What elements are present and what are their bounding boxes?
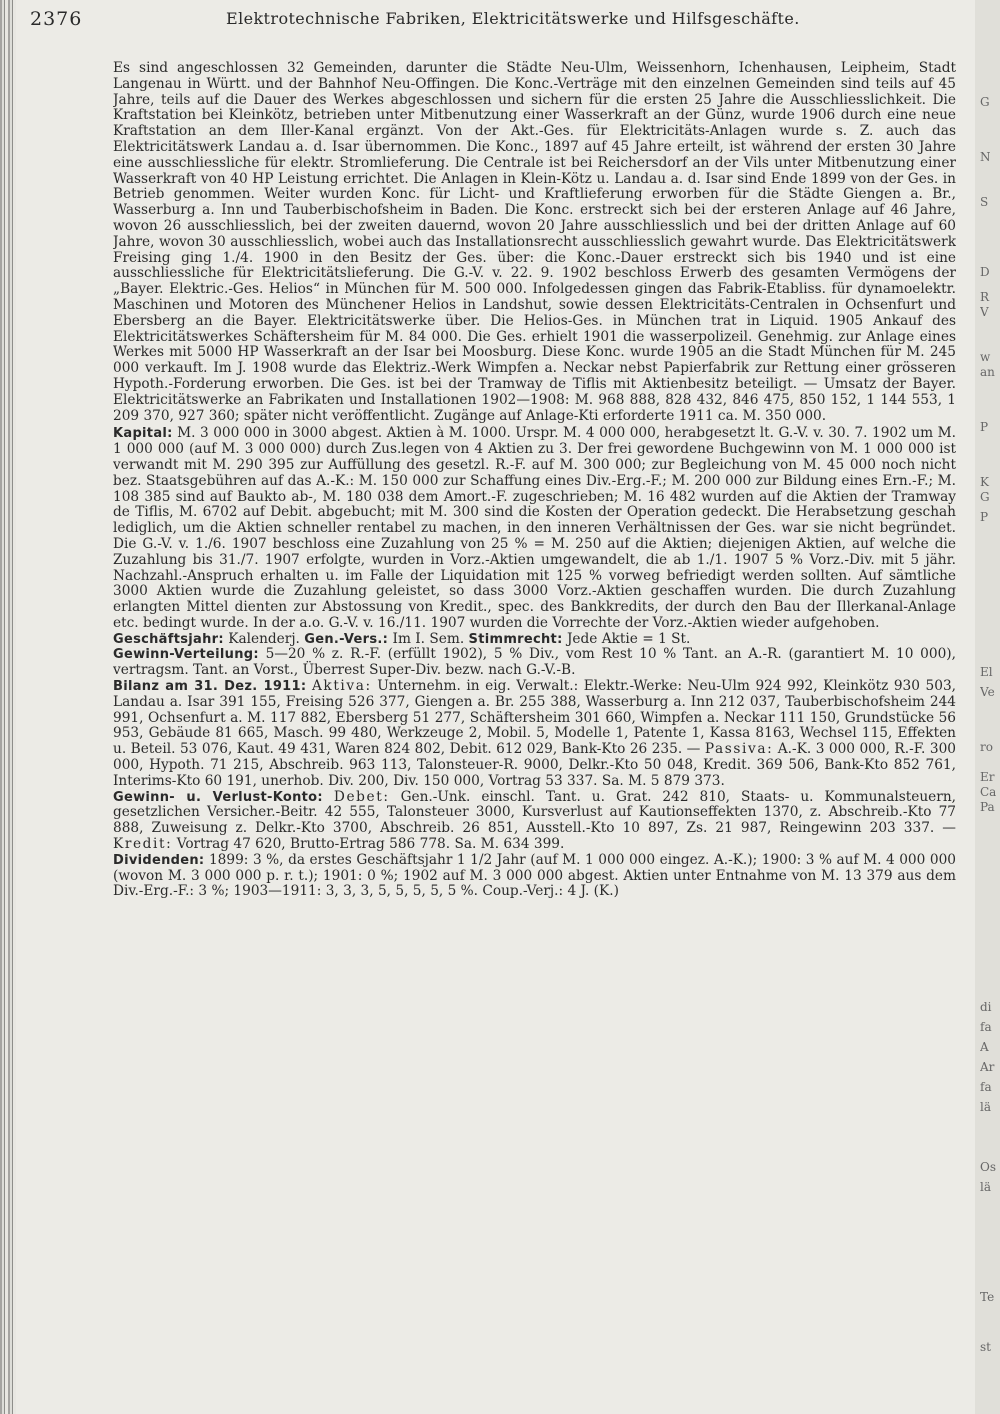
edge-fragment: Ar: [980, 1060, 995, 1074]
edge-fragment: w: [980, 350, 991, 364]
bilanz-section: [113, 679, 956, 790]
gen-vers-label: Gen.-Vers.:: [304, 631, 389, 647]
edge-fragment: D: [980, 265, 990, 279]
gewinn-verlust-label: Gewinn- u. Verlust-Konto:: [113, 789, 323, 805]
kapital-text: M. 3 000 000 in 3000 abgest. Aktien à M. 1000. Urspr. M. 4 000 000, herabgesetzt lt. G.-V. v. 30. 7. 1902 um M. 1 000 000 (auf M. 3 000 000) durch Zus.legen von 4 Aktien zu 3. Der frei gewordene Buchgewinn von M. 1 000 000 ist verwandt mit M. 290 395 zur Auffüllung des gesetzl. R.-F. auf M. 300 000; zur Begleichung von M. 45 000 noch nicht bez. Staatsgebühren auf das A.-K.: M. 150 000 zur Schaffung eines Div.-Erg.-F.; M. 200 000 zur Bildung eines Ern.-F.; M. 108 385 sind auf Baukto ab-, M. 180 038 dem Amort.-F. zugeschrieben; M. 16 482 wurden auf die Aktien der Tramway de Tiflis, M. 6702 auf Debit. abgebucht; mit M. 300 sind die Kosten der Operation gedeckt. Die Herabsetzung geschah lediglich, um die Aktien schneller rentabel zu machen, in den inneren Verhältnissen der Ges. war sie nicht begründet. Die G.-V. v. 1./6. 1907 beschloss eine Zuzahlung von 25 % = M. 250 auf die Aktien; diejenigen Aktien, auf welche die Zuzahlung bis 31./7. 1907 erfolgte, wurden in Vorz.-Aktien umgewandelt, die ab 1./1. 1907 5 % Vorz.-Div. mit 5 jähr. Nachzahl.-Anspruch erhalten u. im Falle der Liquidation mit 125 % vorweg befriedigt werden sollten. Auf sämtliche 3000 Aktien wurde die Zuzahlung geleistet, so dass 3000 Vorz.-Aktien geschaffen wurden. Die durch Zuzahlung erlangten Mittel dienten zur Abstossung von Kredit., spec. des Bankkredits, der durch den Bau der Illerkanal-Anlage etc. bedingt wurde. In der a.o. G.-V. v. 16./11. 1907 wurden die Vorrechte der Vorz.-Aktien wieder aufgehoben.: [113, 425, 956, 631]
stimmrecht-text: Jede Aktie = 1 St.: [566, 630, 691, 647]
passiva-label: Passiva:: [704, 741, 774, 758]
gewinnverteilung-label: Gewinn-Verteilung:: [113, 647, 259, 663]
adjacent-page-edge: [975, 0, 1000, 1414]
kredit-label: Kredit:: [113, 836, 173, 853]
edge-fragment: S: [980, 195, 989, 209]
running-head: Elektrotechnische Fabriken, Elektricitätswerke und Hilfsgeschäfte.: [226, 9, 800, 28]
gen-vers-text: Im I. Sem.: [392, 630, 465, 647]
aktiva-label: Aktiva:: [311, 678, 372, 695]
edge-fragment: fa: [980, 1020, 992, 1034]
edge-fragment: A: [980, 1040, 989, 1054]
geschaeftsjahr-text: Kalenderj.: [228, 630, 300, 647]
passiva-text: A.-K. 3 000 000, R.-F. 300 000, Hypoth. 71 215, Abschreib. 963 113, Talonsteuer-R. 9000, Delkr.-Kto 50 048, Kredit. 369 506, Bank-Kto 852 761, Interims-Kto 60 191, unerhob. Div. 200, Div. 150 000, Vortrag 53 337. Sa. M. 5 879 373.: [113, 741, 956, 789]
kredit-text: Vortrag 47 620, Brutto-Ertrag 586 778. Sa. M. 634 399.: [176, 836, 565, 853]
edge-fragment: N: [980, 150, 991, 164]
edge-fragment: Ca: [980, 785, 997, 799]
edge-fragment: di: [980, 1000, 992, 1014]
geschaeftsjahr-label: Geschäftsjahr:: [113, 631, 224, 647]
gewinnverteilung-text: 5—20 % z. R.-F. (erfüllt 1902), 5 % Div., vom Rest 10 % Tant. an A.-R. (garantiert M. 10 000), vertragsm. Tant. an Vorst., Überrest Super-Div. bezw. nach G.-V.-B.: [113, 646, 956, 679]
stimmrecht-label: Stimmrecht:: [468, 631, 563, 647]
edge-fragment: lä: [980, 1100, 991, 1114]
edge-fragment: P: [980, 420, 989, 434]
dividenden-text: 1899: 3 %, da erstes Geschäftsjahr 1 1/2 Jahr (auf M. 1 000 000 eingez. A.-K.); 1900: 3 % auf M. 4 000 000 (wovon M. 3 000 000 p. r. t.); 1901: 0 %; 1902 auf M. 3 000 000 abgest. Aktien unter Entnahme von M. 13 379 aus dem Div.-Erg.-F.: 3 %; 1903—1911: 3, 3, 3, 5, 5, 5, 5, 5 %. Coup.-Verj.: 4 J. (K.): [113, 851, 956, 900]
aktiva-text: Unternehm. in eig. Verwalt.: Elektr.-Werke: Neu-Ulm 924 992, Kleinkötz 930 503, Landau a. Isar 391 155, Freising 526 377, Giengen a. Br. 255 388, Wasserburg a. Inn 212 037, Tauberbischofsheim 244 991, Ochsenfurt a. M. 117 882, Ebersberg 51 277, Schäftersheim 301 660, Wimpfen a. Neckar 111 150, Grundstücke 56 953, Gebäude 81 665, Masch. 99 480, Werkzeuge 2, Mobil. 5, Modelle 1, Patente 1, Kassa 8163, Wechsel 115, Effekten u. Beteil. 53 076, Kaut. 49 431, Waren 824 802, Debit. 612 029, Bank-Kto 26 235. —: [113, 678, 956, 758]
kapital-label: Kapital:: [113, 426, 173, 442]
edge-fragment: an: [980, 365, 995, 379]
intro-paragraph: Es sind angeschlossen 32 Gemeinden, darunter die Städte Neu-Ulm, Weissenhorn, Ichenhausen, Leipheim, Stadt Langenau in Württ. und der Bahnhof Neu-Offingen. Die Konc.-Verträge mit den einzelnen Gemeinden sind teils auf 45 Jahre, teils auf die Dauer des Werkes abgeschlossen und sichern für die ersten 25 Jahre die Ausschliesslichkeit. Die Kraftstation bei Kleinkötz, betrieben unter Mitbenutzung einer Wasserkraft an der Günz, wurde 1906 durch eine neue Kraftstation an dem Iller-Kanal ergänzt. Von der Akt.-Ges. für Elektricitäts-Anlagen wurde s. Z. auch das Elektricitätswerk Landau a. d. Isar übernommen. Die Konc., 1897 auf 45 Jahre erteilt, ist während der ersten 30 Jahre eine ausschliessliche für elektr. Stromlieferung. Die Centrale ist bei Reichersdorf an der Vils unter Mitbenutzung einer Wasserkraft von 40 HP Leistung errichtet. Die Anlagen in Klein-Kötz u. Landau a. d. Isar sind Ende 1899 von der Ges. in Betrieb genommen. Weiter wurden Konc. für Licht- und Kraftlieferung erworben für die Städte Giengen a. Br., Wasserburg a. Inn und Tauberbischofsheim in Baden. Die Konc. erstreckt sich bei der ersteren Anlage auf 46 Jahre, wovon 26 ausschliesslich, bei der zweiten dauernd, wovon 20 Jahre ausschliesslich und bei der dritten Anlage auf 60 Jahre, wovon 30 ausschliesslich, wobei auch das Installationsrecht ausschliesslich gewahrt wurde. Das Elektricitätswerk Freising ging 1./4. 1900 in den Besitz der Ges. über: die Konc.-Dauer erstreckt sich bis 1940 und ist eine ausschliessliche für Elektricitätslieferung. Die G.-V. v. 22. 9. 1902 beschloss Erwerb des gesamten Vermögens der „Bayer. Elektric.-Ges. Helios“ in München für M. 500 000. Infolgedessen gingen das Fabrik-Etabliss. für dynamoelektr. Maschinen und Motoren des Münchener Helios in Landshut, sowie dessen Elektricitäts-Centralen in Ochsenfurt und Ebersberg an die Bayer. Elektricitätswerke über. Die Helios-Ges. in München trat in Liquid. 1905 Ankauf des Elektricitätswerkes Schäftersheim für M. 84 000. Die Ges. erhielt 1901 die wasserpolizeil. Genehmig. zur Anlage eines Werkes mit 5000 HP Wasserkraft an der Isar bei Moosburg. Diese Konc. wurde 1905 an die Stadt München für M. 245 000 verkauft. Im J. 1908 wurde das Elektriz.-Werk Wimpfen a. Neckar nebst Papierfabrik zur Rettung einer grösseren Hypoth.-Forderung erworben. Die Ges. ist bei der Tramway de Tiflis mit Aktienbesitz beteiligt. — Umsatz der Bayer. Elektricitätswerke an Fabrikaten und Installationen 1902—1908: M. 968 888, 828 432, 846 475, 850 152, 1 144 553, 1 209 370, 927 360; später nicht veröffentlicht. Zugänge auf Anlage-Kti erforderte 1911 ca. M. 350 000.: [113, 61, 956, 424]
edge-fragment: Ve: [980, 685, 995, 699]
page-number: 2376: [30, 8, 83, 30]
edge-fragment: st: [980, 1340, 991, 1354]
geschaeftsjahr-section: [113, 632, 956, 648]
edge-fragment: fa: [980, 1080, 992, 1094]
edge-fragment: K: [980, 475, 989, 489]
edge-fragment: lä: [980, 1180, 991, 1194]
edge-fragment: V: [980, 305, 989, 319]
dividenden-label: Dividenden:: [113, 852, 205, 868]
edge-fragment: G: [980, 95, 990, 109]
edge-fragment: Te: [980, 1290, 995, 1304]
edge-fragment: Os: [980, 1160, 996, 1174]
bilanz-label: Bilanz am 31. Dez. 1911:: [113, 679, 307, 695]
debet-text: Gen.-Unk. einschl. Tant. u. Grat. 242 810, Staats- u. Kommunalsteuern, gesetzlichen Versicher.-Beitr. 42 555, Talonsteuer 3000, Kursverlust auf Kautionseffekten 1370, z. Abschreib.-Kto 77 888, Zuweisung z. Delkr.-Kto 3700, Abschreib. 26 851, Ausstell.-Kto 10 897, Zs. 21 987, Reingewinn 203 337. —: [113, 788, 956, 837]
dividenden-section: [113, 853, 956, 900]
edge-fragment: G: [980, 490, 990, 504]
gewinn-verlust-section: [113, 790, 956, 853]
edge-fragment: ro: [980, 740, 993, 754]
edge-fragment: Er: [980, 770, 995, 784]
main-text: [113, 61, 956, 900]
edge-fragment: El: [980, 665, 993, 679]
debet-label: Debet:: [333, 788, 390, 805]
edge-fragment: R: [980, 290, 990, 304]
scan-binding-edge: [0, 0, 16, 1414]
kapital-section: [113, 426, 956, 631]
edge-fragment: Pa: [980, 800, 995, 814]
gewinnverteilung-section: [113, 647, 956, 679]
edge-fragment: P: [980, 510, 989, 524]
